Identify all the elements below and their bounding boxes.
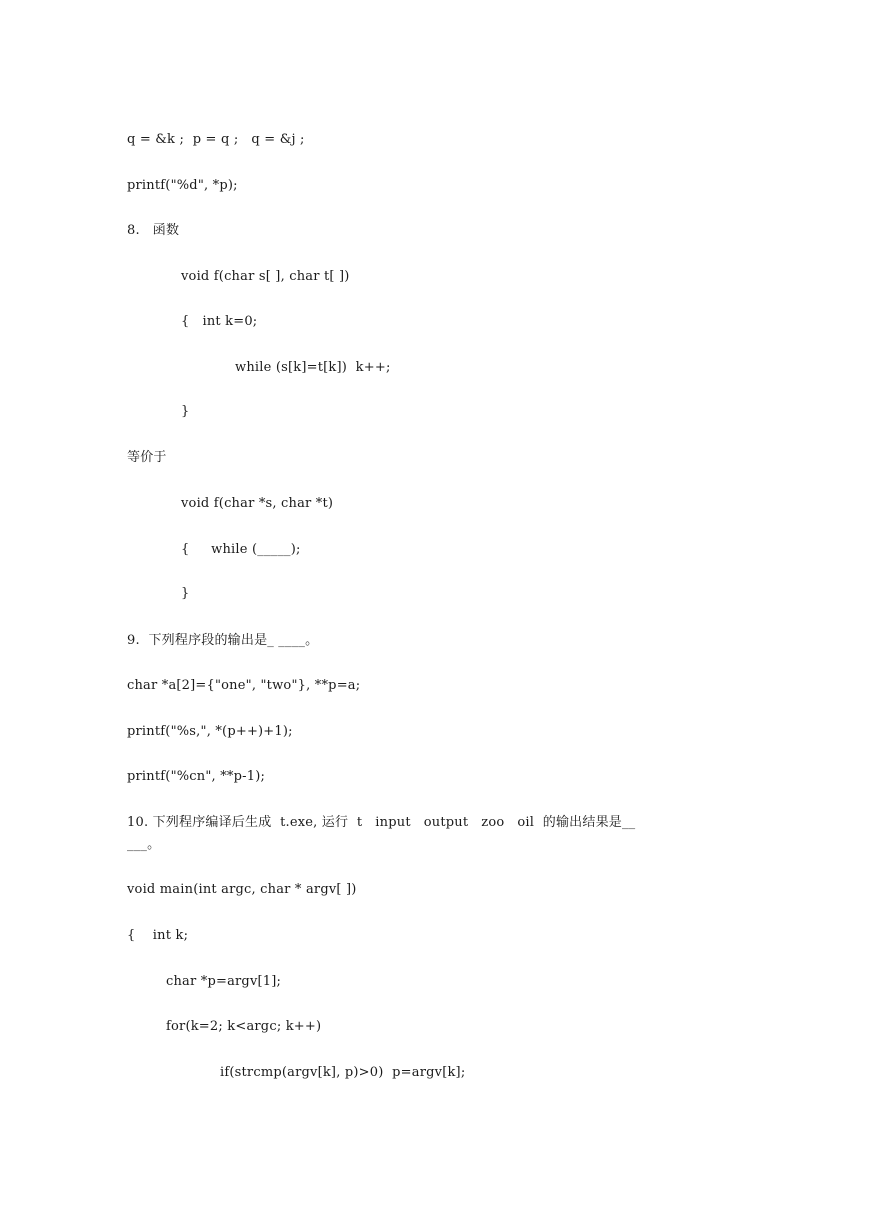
code-line-printf-c: printf("%cn", **p-1); xyxy=(127,769,266,784)
code-line-int-k: { int k=0; xyxy=(181,314,258,329)
code-line-char-p: char *p=argv[1]; xyxy=(166,974,282,989)
code-line-while-copy: while (s[k]=t[k]) k++; xyxy=(235,360,391,375)
code-line-printf-p: printf("%d", *p); xyxy=(127,178,238,193)
code-line-close-brace-2: } xyxy=(181,586,190,601)
code-line-int-k-main: { int k; xyxy=(127,928,189,943)
code-line-pointer-assign: q = &k ; p = q ; q = &j ; xyxy=(127,132,305,147)
question-9-heading: 9. 下列程序段的输出是_ ____。 xyxy=(127,633,319,648)
code-line-func-signature-pointers: void f(char *s, char *t) xyxy=(181,496,334,511)
code-line-printf-s: printf("%s,", *(p++)+1); xyxy=(127,724,293,739)
equivalent-label: 等价于 xyxy=(127,450,167,465)
question-8-heading: 8. 函数 xyxy=(127,223,180,238)
question-10-heading-continued: ___。 xyxy=(127,837,161,852)
code-line-main-signature: void main(int argc, char * argv[ ]) xyxy=(127,882,357,897)
code-line-if-strcmp: if(strcmp(argv[k], p)>0) p=argv[k]; xyxy=(220,1065,466,1080)
code-line-for-loop: for(k=2; k<argc; k++) xyxy=(166,1019,322,1034)
code-line-func-signature-arrays: void f(char s[ ], char t[ ]) xyxy=(181,269,350,284)
question-10-heading: 10. 下列程序编译后生成 t.exe, 运行 t input output zoo oil 的输出结果是__ xyxy=(127,815,636,830)
code-line-while-blank: { while (_____); xyxy=(181,542,301,557)
code-line-char-array: char *a[2]={"one", "two"}, **p=a; xyxy=(127,678,361,693)
code-line-close-brace-1: } xyxy=(181,404,190,419)
